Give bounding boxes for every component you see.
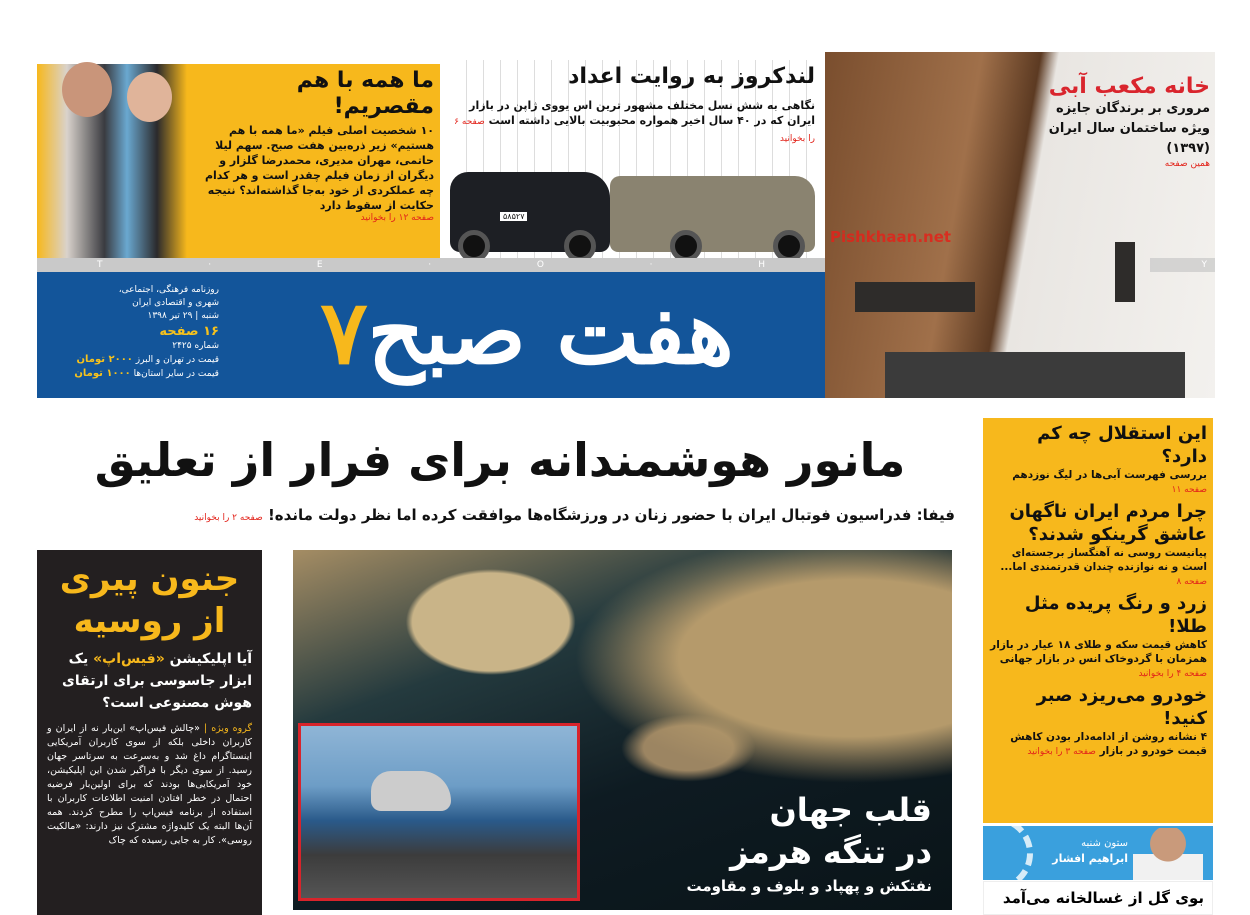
helicopter-inset-photo (298, 723, 580, 901)
author-photo (1133, 828, 1203, 880)
issue-date: شنبه | ۲۹ تیر ۱۳۹۸ (147, 311, 219, 321)
column-author: ابراهیم افشار (1052, 852, 1128, 865)
paper-description: روزنامه فرهنگی، اجتماعی، (118, 285, 219, 295)
promo-cars-body: نگاهی به شش نسل مختلف مشهور ترین اس یووی ژاپن در بازار ایران که در ۴۰ سال اخیر همواره محبوبیت بالایی داشته است (469, 99, 815, 127)
promo-film-body: ۱۰ شخصیت اصلی فیلم «ما همه با هم هستیم» زیر ذره‌بین هفت صبح. سهم لیلا حاتمی، مهران مدیری، محمدرضا گلزار و دیگران از زمان فیلم چقدر است و هر کدام چه عملکردی از خود به‌جا گذاشته‌اند؟ نتیجه حکایت از سقوط دارد (204, 124, 434, 212)
price-value: ۱۰۰۰ تومان (74, 368, 131, 379)
faceapp-question (47, 648, 252, 714)
faceapp-body (47, 722, 252, 848)
news-item[interactable] (989, 592, 1207, 681)
news-ref[interactable]: صفحه ۱۱ (1171, 485, 1207, 495)
news-ref[interactable]: صفحه ۸ (1176, 577, 1207, 587)
price-value: ۲۰۰۰ تومان (76, 354, 133, 365)
promo-house-ref[interactable]: همین صفحه (1164, 159, 1210, 169)
subheadline (40, 505, 955, 528)
faceapp-story[interactable] (37, 550, 262, 915)
news-title: این استقلال چه کم دارد؟ (1037, 423, 1207, 467)
strip-letter: H (758, 260, 765, 270)
news-item[interactable] (989, 500, 1207, 589)
main-story-caption (602, 789, 932, 895)
masthead-info (49, 284, 219, 381)
watermark: Pishkhaan.net (830, 228, 952, 246)
news-body: بررسی فهرست آبی‌ها در لیگ نوزدهم (1012, 469, 1207, 481)
promo-house-body: مروری بر برندگان جایزه ویژه ساختمان سال ایران (۱۳۹۷) (1048, 101, 1210, 156)
byline: گروه ویژه | (203, 723, 253, 734)
faceapp-title: جنون پیری از روسیه (59, 559, 240, 641)
news-title: خودرو می‌ریزد صبر کنید! (1036, 685, 1207, 729)
news-body: پیانیست روسی نه آهنگساز برجسته‌ای است و نه نوازنده چندان قدرتمندی اما... (1000, 547, 1207, 573)
q-post: یک ابزار جاسوسی برای ارتقای هوش مصنوعی است؟ (62, 651, 252, 711)
main-story-sub: نفتکش و پهپاد و بلوف و مقاومت (686, 877, 932, 895)
price-label: قیمت در تهران و البرز (135, 355, 219, 365)
strip-letter: O (536, 260, 544, 270)
promo-cars[interactable] (450, 60, 820, 258)
jeep-photo (610, 176, 815, 252)
main-story-title: قلب جهان (769, 791, 932, 829)
promo-film-title: ما همه با هم مقصریم! (296, 68, 434, 119)
news-item[interactable] (989, 684, 1207, 759)
subheadline-text: فیفا: فدراسیون فوتبال ایران با حضور زنان در ورزشگاه‌ها موافقت کرده اما نظر دولت مانده! (267, 506, 955, 524)
letter-strip: T · E · O · H (37, 258, 825, 272)
q-pre: آیا اپلیکیشن (169, 651, 252, 667)
strip-letter: E (316, 260, 323, 270)
subheadline-ref[interactable]: صفحه ۲ را بخوانید (194, 513, 263, 523)
column-title[interactable]: بوی گل از غسالخانه می‌آمد (983, 881, 1213, 915)
land-cruiser-photo (450, 172, 610, 252)
plate: ۵۸۵۲۷ (500, 212, 527, 221)
body-text: «چالش فیس‌اپ» این‌بار نه از ایران و کاربران داخلی بلکه از سوی کاربران آمریکایی اینستاگرام داغ شد و به‌سرعت به سرتاسر جهان رسید. از سوی دیگر با فراگیر شدن این اپلیکیشن، خود آمریکایی‌ها بودند که برای اولین‌بار فرضیه احتمال در خطر افتادن امنیت اطلاعات کاربران با استفاده از برنامه فیس‌اپ را مطرح کردند. همه آن‌ها البته یک کلیدواژه مشترک نیز دارند: «مالکیت روسی». کار به جایی رسیده که چاک (47, 723, 252, 846)
news-ref[interactable]: صفحه ۳ را بخوانید (1027, 747, 1096, 757)
paper-description: شهری و اقتصادی ایران (132, 298, 219, 308)
newspaper-logo[interactable] (257, 272, 797, 398)
issue-number: شماره ۲۴۲۵ (172, 341, 219, 351)
right-news-column (983, 418, 1213, 823)
column-label: ستون شنبه (1081, 838, 1128, 849)
news-title: چرا مردم ایران ناگهان عاشق گرینکو شدند؟ (1009, 501, 1207, 545)
logo-text: هفت صبح (367, 280, 734, 384)
promo-house[interactable] (825, 52, 1215, 398)
news-body: ۴ نشانه روشن از ادامه‌دار بودن کاهش قیمت خودرو در بازار (1010, 731, 1207, 757)
price-label: قیمت در سایر استان‌ها (133, 369, 219, 379)
actors-photo (37, 64, 187, 258)
main-headline[interactable]: مانور هوشمندانه برای فرار از تعلیق (94, 433, 906, 487)
letter-strip-end: Y (1150, 258, 1215, 272)
strip-letter: T (97, 260, 103, 270)
promo-film[interactable] (37, 64, 440, 258)
masthead (37, 272, 825, 398)
logo-seven: ۷ (320, 280, 368, 384)
news-item[interactable] (989, 422, 1207, 497)
news-ref[interactable]: صفحه ۴ را بخوانید (1138, 669, 1207, 679)
dial-icon (983, 826, 1033, 880)
news-title: زرد و رنگ پریده مثل طلا! (1024, 593, 1207, 637)
promo-cars-title: لندکروز به روایت اعداد (568, 64, 815, 89)
promo-house-title: خانه مکعب آبی (1048, 74, 1210, 99)
hormuz-satellite-image[interactable] (293, 550, 952, 910)
q-highlight: «فیس‌اپ» (93, 651, 165, 667)
promo-cars-ref[interactable]: صفحه ۶ را بخوانید (454, 117, 815, 144)
saturday-column-banner[interactable] (983, 826, 1213, 880)
page-count: ۱۶ صفحه (159, 324, 219, 339)
news-body: کاهش قیمت سکه و طلای ۱۸ عیار در بازار همزمان با گردوخاک انس در بازار جهانی (990, 639, 1207, 665)
main-story-title: در تنگه هرمز (729, 833, 932, 871)
promo-film-ref[interactable]: صفحه ۱۲ را بخوانید (360, 213, 434, 223)
